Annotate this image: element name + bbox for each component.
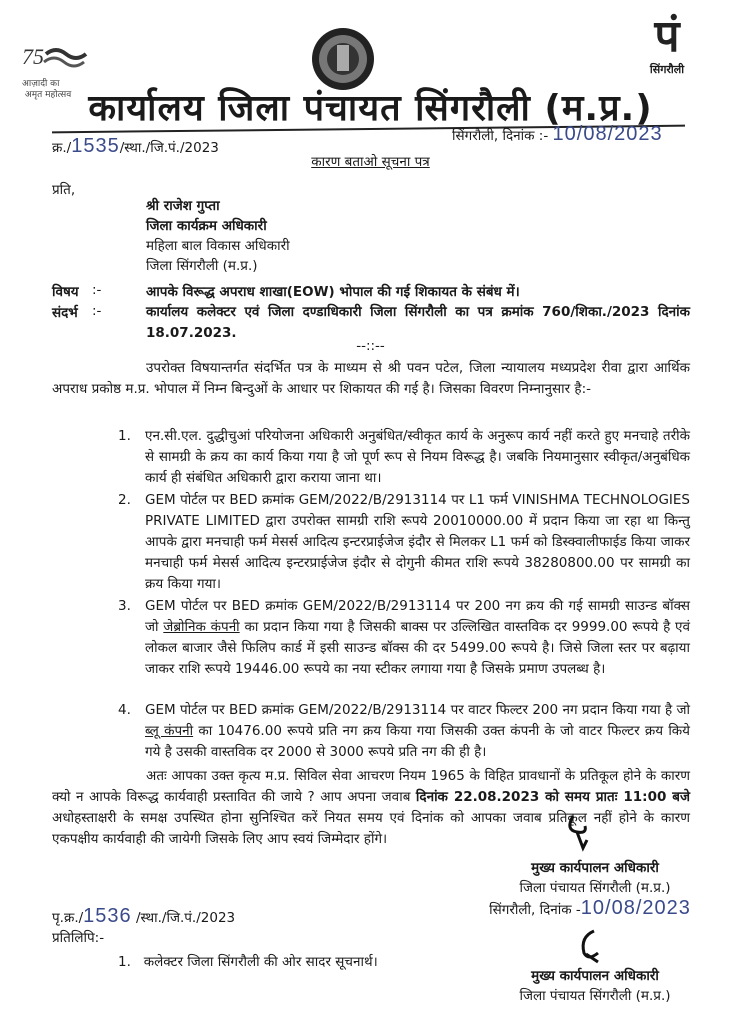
handwritten-copy-number: 1536 [83,905,132,927]
conclusion-paragraph: अतः आपका उक्त कृत्य म.प्र. सिविल सेवा आचरण नियम 1965 के विहित प्रावधानों के प्रतिकूल होने के कारण क्यो न आपके विरूद्ध कार्यवाही प्रस्तावित की जाये ? आप अपना जवाब दिनांक 22.08.2023 को समय प्रातः 11:00 बजे अधोहस्ताक्षरी के समक्ष उपस्थित होना सुनिश्चित करें नियत समय एवं दिनांक को आपका जवाब प्रतिकूल नहीं होने के कारण एकपक्षीय कार्यवाही की जायेगी जिसके लिए आप स्वयं जिम्मेदार होंगे। [52,768,690,847]
to-label: प्रति, [52,182,76,198]
singrauli-panchayat-logo: पं सिंगरौली [649,11,685,76]
reference-sep: :- [92,303,102,319]
addressee-block: श्री राजेश गुप्ता जिला कार्यक्रम अधिकारी महिला बाल विकास अधिकारी जिला सिंगरौली (म.प्र.) [146,198,290,274]
hearing-date-time: दिनांक 22.08.2023 को समय प्रातः 11:00 बजे [415,789,690,805]
subject-text: आपके विरूद्ध अपराध शाखा(EOW) भोपाल की गई शिकायत के संबंध में। [146,284,520,300]
handwritten-date: 10/08/2023 [580,897,691,919]
svg-text:75: 75 [22,44,44,69]
signature-block-2: मुख्य कार्यपालन अधिकारी जिला पंचायत सिंगरौली (म.प्र.) [519,968,671,1004]
copy-reference: पृ.क्र./1536 /स्था./जि.पं./2023 [52,905,236,927]
tricolor-flag-icon [22,40,92,75]
handwritten-date: 10/08/2023 [552,123,663,145]
signature-block-1: मुख्य कार्यपालन अधिकारी जिला पंचायत सिंगरौली (म.प्र.) सिंगरौली, दिनांक -10/08/2023 [489,860,691,919]
azadi-amrit-mahotsav-logo: 75 आज़ादी का अमृत महोत्सव [22,40,92,110]
copy-label: प्रतिलिपि:- [52,930,105,946]
point-2: 2. GEM पोर्टल पर BED क्रमांक GEM/2022/B/2913114 पर L1 फर्म VINISHMA TECHNOLOGIES PRIVATE LIMITED द्वारा उपरोक्त सामग्री राशि रूपये 20010000.00 में प्रदान किया जा रहा था किन्तु आपके द्वारा मनचाही फर्म मेसर्स आदित्य इन्टरप्राईजेज इंदौर से मिलकर L1 फर्म को डिस्क्वालीफाईड किया जाकर मनचाही फर्म मेसर्स आदित्य इन्टरप्राईजेज इंदौर से दोगुनी कीमत राशि रूपये 38280800.00 पर सामग्री का क्रय किया गया। [118,492,690,592]
intro-paragraph: उपरोक्त विषयान्तर्गत संदर्भित पत्र के माध्यम से श्री पवन पटेल, जिला न्यायालय मध्यप्रदेश रीवा द्वारा आर्थिक अपराध प्रकोष्ठ म.प्र. भोपाल में निम्न बिन्दुओं के आधार पर शिकायत की गई है। जिसका विवरण निम्नानुसार है:- [52,360,690,397]
reference-number: क्र./1535/स्था./जि.पं./2023 [52,135,219,157]
letter-date: सिंगरौली, दिनांक :- 10/08/2023 [452,123,663,145]
copy-item-1: 1. कलेक्टर जिला सिंगरौली की ओर सादर सूचनार्थ। [118,954,378,970]
company-name-underlined: जेब्रोनिक कंपनी [163,619,240,635]
officer-signature [576,928,606,968]
notice-title: कारण बताओ सूचना पत्र [311,154,430,170]
divider-mark: --::-- [356,338,385,354]
point-1: 1. एन.सी.एल. दुद्धीचुआं परियोजना अधिकारी अनुबंधित/स्वीकृत कार्य के अनुरूप कार्य नहीं करते हुए मनचाहे तरीके से सामग्री के क्रय का कार्य किया गया है जो पूर्ण रूप से नियम विरूद्ध है। जबकि नियमानुसार स्वीकृत/अनुबंधिक कार्य ही संबंधित अधिकारी द्वारा कराया जाना था। [118,428,690,486]
subject-sep: :- [92,282,102,298]
initial-signature [565,812,595,852]
office-title: कार्यालय जिला पंचायत सिंगरौली (म.प्र.) [88,88,653,129]
handwritten-ref-number: 1535 [71,135,120,157]
point-4: 4. GEM पोर्टल पर BED क्रमांक GEM/2022/B/2913114 पर वाटर फिल्टर 200 नग प्रदान किया गया है जो ब्लू कंपनी का 10476.00 रूपये प्रति नग क्रय किया गया जिसकी उक्त कंपनी के जो वाटर फिल्टर क्रय किये गये है उसकी वास्तविक दर 2000 से 3000 रूपये प्रति नग की ही है। [118,702,691,760]
point-3: 3. GEM पोर्टल पर BED क्रमांक GEM/2022/B/2913114 पर 200 नग क्रय की गई सामग्री साउन्ड बॉक्स जो जेब्रोनिक कंपनी का प्रदान किया गया है जिसकी बाक्स पर उल्लिखित वास्तविक दर 9999.00 रूपये है एवं लोकल बाजार जैसे फिलिप कार्ड में इसी साउन्ड बॉक्स की दर 5499.00 रूपये है। जिसे जिला स्तर पर बढ़ाया जाकर राशि रूपये 19446.00 रूपये का नया स्टीकर लगाया गया है जिसके प्रमाण उपलब्ध है। [118,598,690,677]
reference-text: कार्यालय कलेक्टर एवं जिला दण्डाधिकारी जिला सिंगरौली का पत्र क्रमांक 760/शिका./2023 दिनांक 18.07.2023. [146,304,690,341]
company-name-underlined: ब्लू कंपनी [145,723,194,739]
subject-label: विषय [52,284,79,300]
reference-label: संदर्भ [52,305,78,321]
